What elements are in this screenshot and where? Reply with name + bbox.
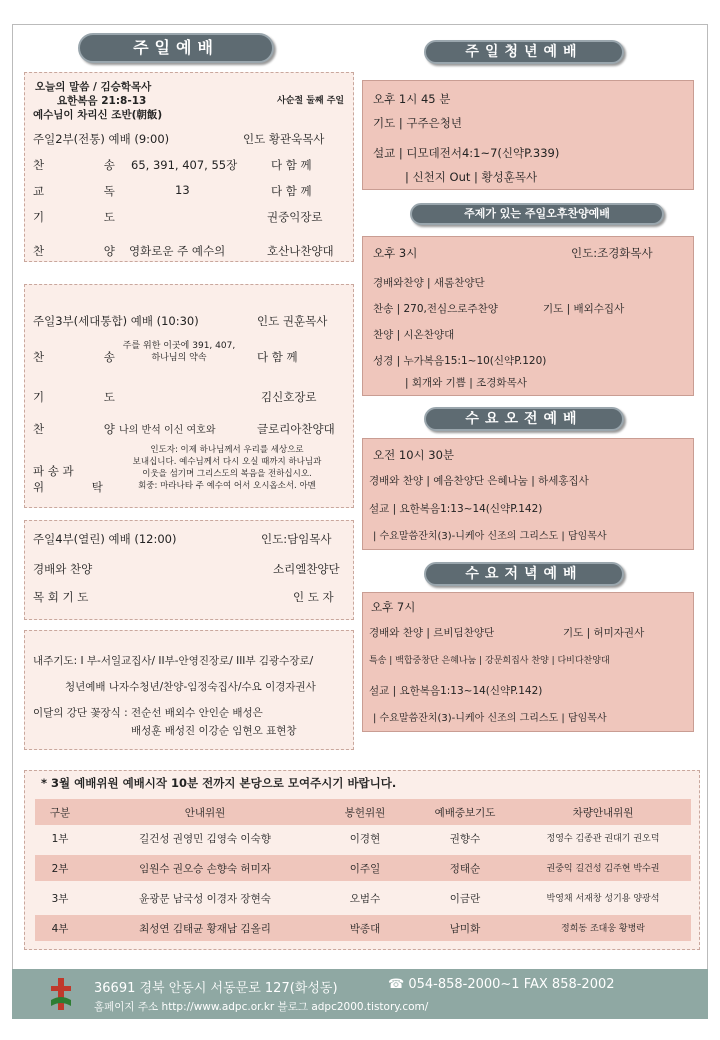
praise-line-4: 성경 | 누가복음15:1~10(신약P.120) xyxy=(373,355,547,367)
service2-reading-value: 13 xyxy=(175,183,190,197)
service2-choir-label: 찬 양 xyxy=(33,244,143,258)
service2-choir-by: 호산나찬양대 xyxy=(267,244,334,258)
wed-evening-line-1a: 경배와 찬양 | 르비딤찬양단 xyxy=(369,627,495,639)
church-web[interactable]: 홈페이지 주소 http://www.adpc.or.kr 블로그 adpc2000.tistory.com/ xyxy=(94,1001,429,1013)
row-offering: 이주일 xyxy=(349,863,381,875)
service3-choir-value: 나의 반석 이신 여호와 xyxy=(119,425,216,436)
service2-hymn-label: 찬 송 xyxy=(33,158,143,172)
wed-evening-line-2: 특송 | 백합중창단 은혜나눔 | 강문희집사 찬양 | 다비다찬양대 xyxy=(369,656,610,666)
row-division: 1부 xyxy=(51,833,69,845)
row-division: 3부 xyxy=(51,893,69,905)
youth-sermon-2: | 신천지 Out | 황성훈목사 xyxy=(405,170,538,184)
praise-line-3: 찬양 | 시온찬양대 xyxy=(373,329,455,341)
row-intercession: 권향수 xyxy=(449,833,481,845)
youth-worship-title: 주일청년예배 xyxy=(424,40,624,64)
service2-reading-label: 교 독 xyxy=(33,184,143,198)
service3-prayer-by: 김신호장로 xyxy=(261,390,317,404)
service3-hymn-by: 다 함 께 xyxy=(257,350,298,364)
wed-morning-line-1: 경배와 찬양 | 예음찬양단 은혜나눔 | 하세홍집사 xyxy=(369,475,589,487)
row-ushers: 길건성 권영민 김영숙 이숙향 xyxy=(139,833,271,845)
service4-header: 주일4부(열린) 예배 (12:00) xyxy=(33,532,177,546)
service2-leader: 인도 황관욱목사 xyxy=(243,132,325,146)
praise-line-2a: 찬송 | 270,전심으로주찬양 xyxy=(373,303,498,315)
service4-box xyxy=(24,520,354,620)
row-parking: 정희동 조대웅 황병락 xyxy=(561,924,645,934)
wednesday-evening-title: 수요저녁예배 xyxy=(424,562,624,586)
service2-prayer-label: 기 도 xyxy=(33,210,143,224)
service4-praise-by: 소리엘찬양단 xyxy=(273,562,340,576)
row-ushers: 윤광문 남국성 이경자 장현숙 xyxy=(139,893,271,905)
prayer-schedule-2: 청년예배 나자수청년/찬양-임정숙집사/수요 이경자권사 xyxy=(65,681,316,693)
service3-sending-text-3: 이웃을 섬기며 그리스도의 복음을 전하십시오. xyxy=(142,469,312,479)
wednesday-morning-box xyxy=(362,438,694,550)
wednesday-morning-title: 수요오전예배 xyxy=(424,407,624,431)
header-intercession: 예배중보기도 xyxy=(434,807,496,819)
service4-praise-label: 경배와 찬양 xyxy=(33,562,93,576)
service3-sending-label-1: 파 송 과 xyxy=(33,464,74,478)
youth-time: 오후 1시 45 분 xyxy=(373,92,451,106)
service2-prayer-by: 권중익장로 xyxy=(267,210,323,224)
row-intercession: 이금란 xyxy=(449,893,481,905)
row-offering: 박종대 xyxy=(349,923,381,935)
service2-hymn-by: 다 함 께 xyxy=(271,158,312,172)
service3-prayer-label: 기 도 xyxy=(33,390,143,404)
row-division: 4부 xyxy=(51,923,69,935)
afternoon-praise-title: 주제가 있는 주일오후찬양예배 xyxy=(410,203,664,225)
header-offering: 봉헌위원 xyxy=(344,807,386,819)
table-row xyxy=(35,885,691,911)
row-parking: 정영수 김종관 권대기 권오덕 xyxy=(546,834,660,844)
service3-leader: 인도 권훈목사 xyxy=(257,314,328,328)
row-parking: 권중익 길건성 김주현 박수권 xyxy=(546,864,660,874)
service3-header: 주일3부(세대통합) 예배 (10:30) xyxy=(33,314,199,328)
wed-evening-line-1b: 기도 | 허미자권사 xyxy=(563,627,645,639)
service2-hymn-value: 65, 391, 407, 55장 xyxy=(131,158,238,172)
service4-leader: 인도:담임목사 xyxy=(261,532,332,546)
church-phone: ☎ 054-858-2000~1 FAX 858-2002 xyxy=(388,977,615,992)
row-intercession: 정태순 xyxy=(449,863,481,875)
footer-bar xyxy=(12,969,708,1019)
sunday-worship-title: 주일예배 xyxy=(78,33,274,63)
wed-evening-time: 오후 7시 xyxy=(371,600,416,614)
wed-morning-time: 오전 10시 30분 xyxy=(373,448,455,462)
prayer-schedule-1: 내주기도: I 부-서일교집사/ II부-안영진장로/ III부 김광수장로/ xyxy=(33,655,314,667)
service2-reading-by: 다 함 께 xyxy=(271,184,312,198)
flowers-line-2: 배성훈 배성진 이강순 임현오 표현창 xyxy=(131,725,297,737)
worship-committee-table xyxy=(24,770,700,950)
table-row xyxy=(35,825,691,851)
afternoon-praise-box xyxy=(362,236,694,396)
flowers-line-1: 이달의 강단 꽃장식 : 전순선 배외수 안인순 배성은 xyxy=(33,707,263,719)
notes-box xyxy=(24,630,354,750)
service3-sending-text-1: 인도자: 이제 하나님께서 우리를 세상으로 xyxy=(150,445,304,455)
service3-hymn-label: 찬 송 xyxy=(33,350,143,364)
praise-line-2b: 기도 | 배외수집사 xyxy=(543,303,625,315)
table-row xyxy=(35,915,691,941)
praise-line-5: | 회개와 기쁨 | 조경화목사 xyxy=(405,377,527,389)
youth-box xyxy=(362,80,694,190)
header-division: 구분 xyxy=(49,807,71,819)
service2-choir-value: 영화로운 주 예수의 xyxy=(129,244,226,258)
row-offering: 오범수 xyxy=(349,893,381,905)
wed-evening-line-4: | 수요말씀잔치(3)-니케아 신조의 그리스도 | 담임목사 xyxy=(373,713,607,724)
service2-box xyxy=(24,72,354,262)
wed-evening-line-3: 설교 | 요한복음1:13~14(신약P.142) xyxy=(369,685,543,697)
row-ushers: 최성연 김태균 황재남 김올리 xyxy=(139,923,271,935)
service3-choir-by: 글로리아찬양대 xyxy=(257,422,335,436)
service3-hymn-value-2: 하나님의 약속 xyxy=(151,353,207,363)
sermon-title: 오늘의 말씀 / 김승학목사 xyxy=(35,81,152,93)
service3-sending-text-4: 회중: 마라나타 주 예수여 어서 오시옵소서. 아멘 xyxy=(138,481,316,491)
praise-line-1: 경배와찬양 | 새롬찬양단 xyxy=(373,277,485,289)
youth-prayer: 기도 | 구주은청년 xyxy=(373,116,462,130)
committee-title: * 3월 예배위원 예배시작 10분 전까지 본당으로 모여주시기 바랍니다. xyxy=(41,776,397,790)
row-offering: 이경현 xyxy=(349,833,381,845)
row-intercession: 남미화 xyxy=(449,923,481,935)
service3-sending-text-2: 보내십니다. 예수님께서 다시 오실 때까지 하나님과 xyxy=(132,457,322,467)
row-parking: 박영채 서재창 성기용 양광석 xyxy=(546,894,660,904)
praise-time: 오후 3시 xyxy=(373,246,418,260)
season-tag: 사순절 둘째 주일 xyxy=(277,96,345,106)
praise-leader: 인도:조경화목사 xyxy=(571,246,653,260)
row-ushers: 임원수 권오승 손향숙 허미자 xyxy=(139,863,271,875)
service4-prayer-label: 목 회 기 도 xyxy=(33,590,89,604)
header-parking: 차량안내위원 xyxy=(572,807,634,819)
service3-sending-label-2: 위 탁 xyxy=(33,480,125,494)
header-ushers: 안내위원 xyxy=(184,807,226,819)
sermon-scripture: 요한복음 21:8-13 xyxy=(57,95,147,107)
service2-header: 주일2부(전통) 예배 (9:00) xyxy=(33,132,170,146)
table-row xyxy=(35,855,691,881)
wed-morning-line-3: | 수요말씀잔치(3)-니케아 신조의 그리스도 | 담임목사 xyxy=(373,531,607,542)
service3-box xyxy=(24,284,354,508)
service3-hymn-value-1: 주를 위한 이곳에 391, 407, xyxy=(122,341,236,351)
wed-morning-line-2: 설교 | 요한복음1:13~14(신약P.142) xyxy=(369,503,543,515)
wednesday-evening-box xyxy=(362,592,694,732)
row-division: 2부 xyxy=(51,863,69,875)
service3-choir-label: 찬 양 xyxy=(33,422,143,436)
table-header-row xyxy=(35,799,691,825)
service4-prayer-by: 인 도 자 xyxy=(293,590,334,604)
church-address: 36691 경북 안동시 서동문로 127(화성동) xyxy=(94,981,338,996)
church-cross-logo-icon xyxy=(48,976,74,1012)
sermon-subject: 예수님이 차리신 조반(朝飯) xyxy=(33,109,163,121)
youth-sermon-1: 설교 | 디모데전서4:1~7(신약P.339) xyxy=(373,146,560,160)
